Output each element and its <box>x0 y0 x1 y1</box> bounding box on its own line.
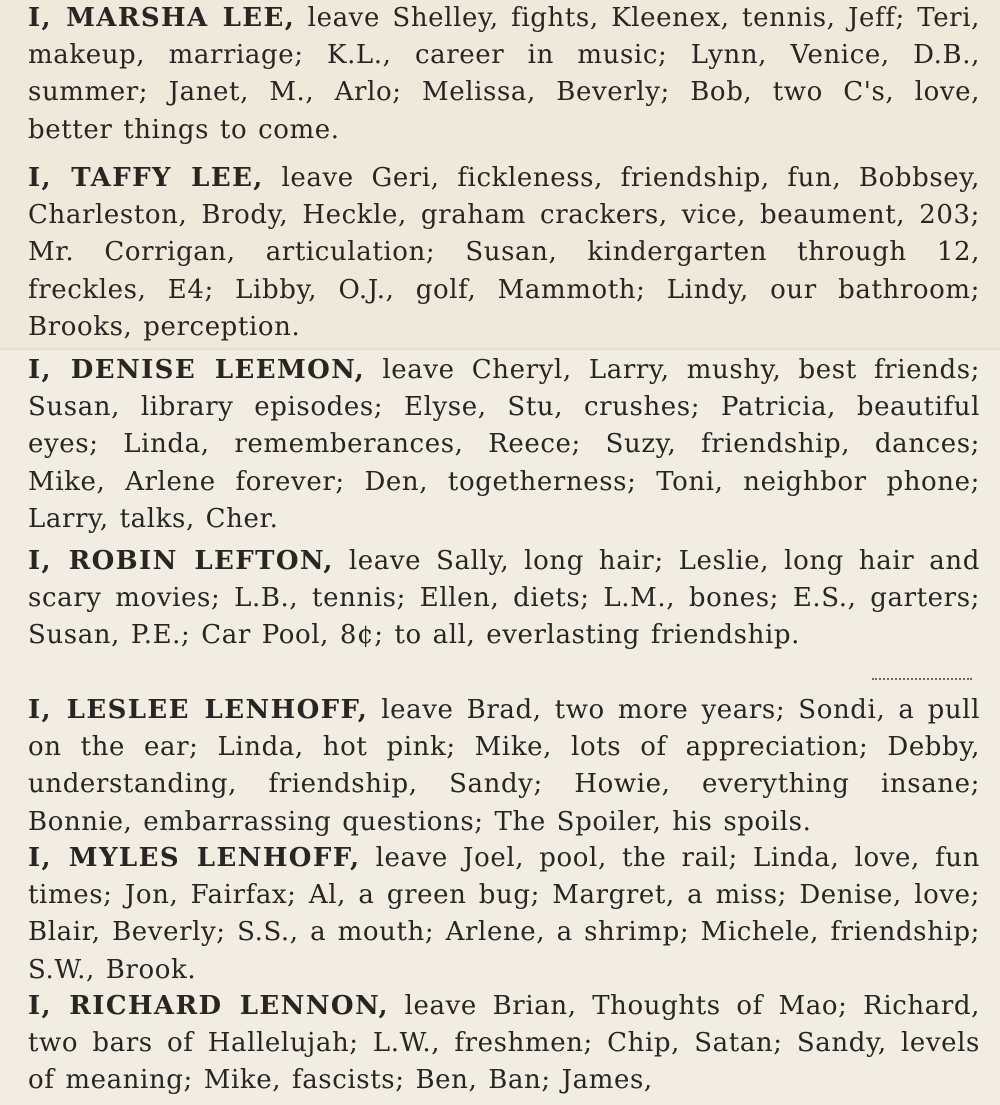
will-entry-taffy-lee <box>28 160 980 346</box>
will-entry-marsha-lee <box>28 0 980 149</box>
entry-text: leave Geri, fickleness, friendship, fun, Bobbsey, Charleston, Brody, Heckle, graham crackers, vice, beaument, 203; Mr. Corrigan, articulation; Susan, kindergarten through 12, freckles, E4; Libby, O.J., golf, Mammoth; Lindy, our bathroom; Brooks, perception. <box>28 163 980 342</box>
entry-name: I, MYLES LENHOFF, <box>28 843 361 873</box>
will-entry-richard-lennon <box>28 988 980 1100</box>
entry-text: leave Shelley, fights, Kleenex, tennis, Jeff; Teri, makeup, marriage; K.L., career in music; Lynn, Venice, D.B., summer; Janet, M., Arlo; Melissa, Beverly; Bob, two C's, love, better things to come. <box>28 3 980 145</box>
entry-name: I, MARSHA LEE, <box>28 3 296 33</box>
entry-name: I, LESLEE LENHOFF, <box>28 695 369 725</box>
entry-name: I, ROBIN LEFTON, <box>28 546 334 576</box>
entry-text: leave Brian, Thoughts of Mao; Richard, two bars of Hallelujah; L.W., freshmen; Chip, Satan; Sandy, levels of meaning; Mike, fascists; Ben, Ban; James, <box>28 991 980 1096</box>
entry-text: leave Cheryl, Larry, mushy, best friends; Susan, library episodes; Elyse, Stu, crushes; Patricia, beautiful eyes; Linda, rememberances, Reece; Suzy, friendship, dances; Mike, Arlene forever; Den, togetherness; Toni, neighbor phone; Larry, talks, Cher. <box>28 355 980 534</box>
entry-name: I, RICHARD LENNON, <box>28 991 389 1021</box>
entry-name: I, DENISE LEEMON, <box>28 355 366 385</box>
will-entry-robin-lefton <box>28 543 980 655</box>
entry-name: I, TAFFY LEE, <box>28 163 264 193</box>
will-entry-myles-lenhoff <box>28 840 980 989</box>
dotted-separator <box>872 678 972 680</box>
will-entry-leslee-lenhoff <box>28 692 980 841</box>
entry-text: leave Joel, pool, the rail; Linda, love, fun times; Jon, Fairfax; Al, a green bug; Margret, a miss; Denise, love; Blair, Beverly; S.S., a mouth; Arlene, a shrimp; Michele, friendship; S.W., Brook. <box>28 843 980 985</box>
will-entry-denise-leemon <box>28 352 980 538</box>
entry-text: leave Brad, two more years; Sondi, a pull on the ear; Linda, hot pink; Mike, lots of appreciation; Debby, understanding, friendship, Sandy; Howie, everything insane; Bonnie, embarrassing questions; The Spoiler, his spoils. <box>28 695 980 837</box>
entry-text: leave Sally, long hair; Leslie, long hair and scary movies; L.B., tennis; Ellen, diets; L.M., bones; E.S., garters; Susan, P.E.; Car Pool, 8¢; to all, everlasting friendship. <box>28 546 980 651</box>
